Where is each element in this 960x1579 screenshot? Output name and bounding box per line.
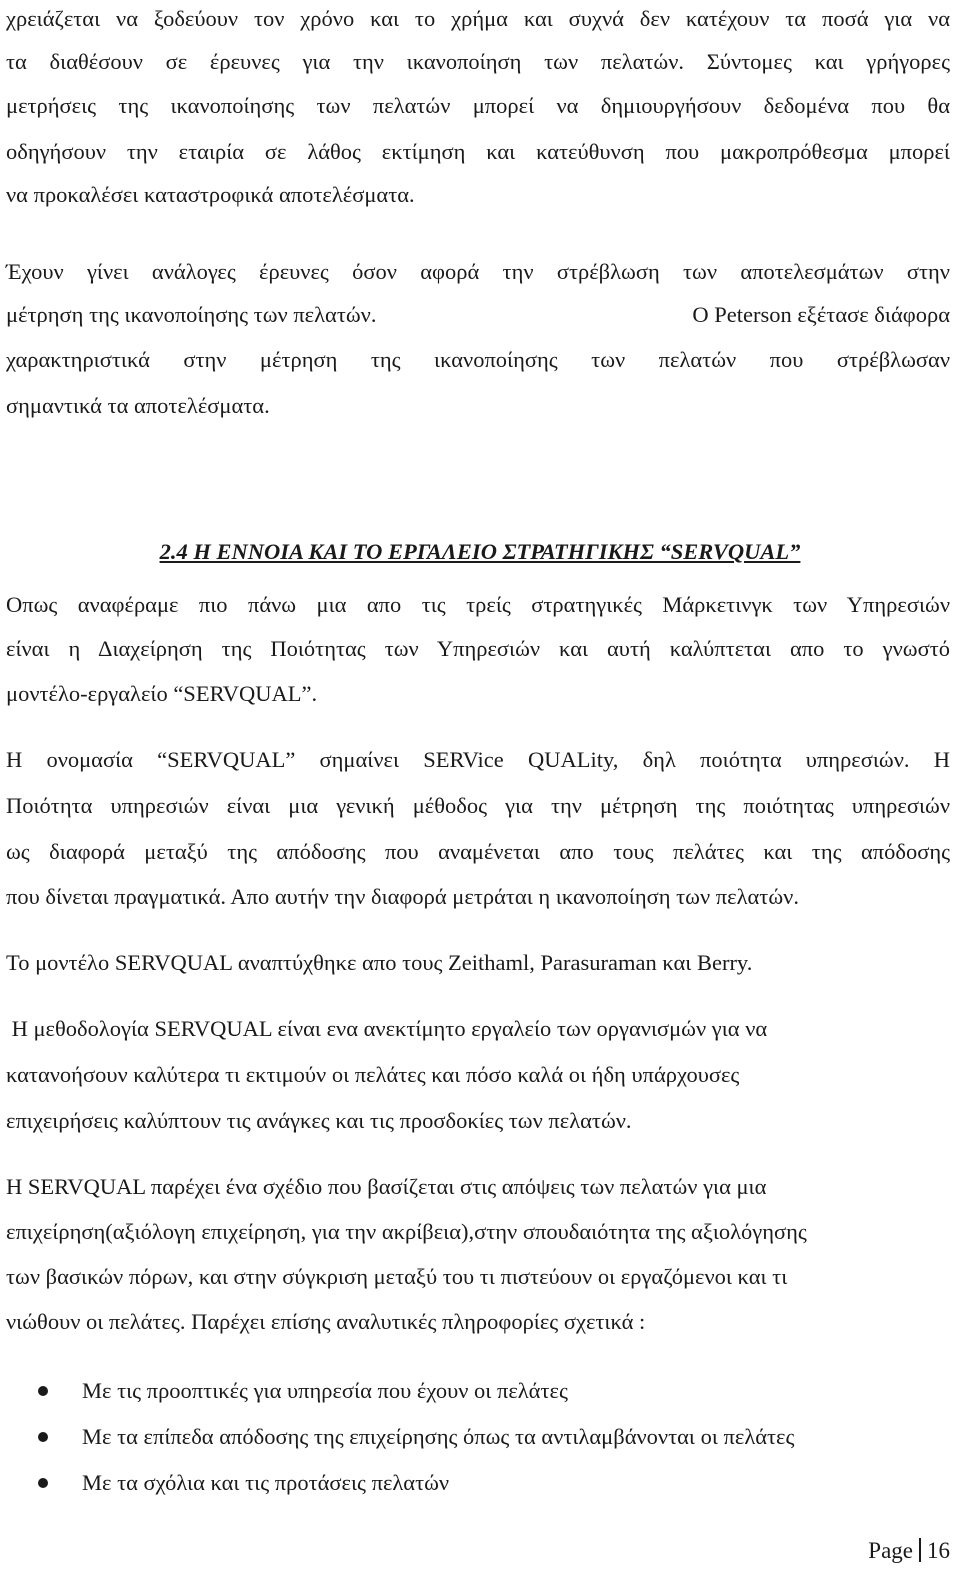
paragraph-4-line-2: Ποιότητα υπηρεσιών είναι μια γενική μέθοδος για την μέτρηση της ποιότητας υπηρεσιών	[6, 793, 950, 818]
paragraph-4-line-4: που δίνεται πραγματικά. Απο αυτήν την διαφορά μετράται η ικανοποίηση των πελατών.	[6, 884, 799, 909]
paragraph-1-line-4: οδηγήσουν την εταιρία σε λάθος εκτίμηση και κατεύθυνση που μακροπρόθεσμα μπορεί	[6, 139, 950, 164]
bullet-item-text: Με τις προοπτικές για υπηρεσία που έχουν οι πελάτες	[82, 1378, 568, 1403]
paragraph-1-line-3: μετρήσεις της ικανοποίησης των πελατών μπορεί να δημιουργήσουν δεδομένα που θα	[6, 93, 950, 118]
paragraph-1-line-2: τα διαθέσουν σε έρευνες για την ικανοποίηση των πελατών. Σύντομες και γρήγορες	[6, 49, 950, 74]
bullet-item-text: Με τα επίπεδα απόδοσης της επιχείρησης όπως τα αντιλαμβάνονται οι πελάτες	[82, 1424, 795, 1449]
paragraph-6-line-2: κατανοήσουν καλύτερα τι εκτιμούν οι πελάτες και πόσο καλά οι ήδη υπάρχουσες	[6, 1062, 740, 1087]
paragraph-2-line-4: σημαντικά τα αποτελέσματα.	[6, 393, 270, 418]
page-number: 16	[927, 1538, 950, 1563]
paragraph-6-line-1: Η μεθοδολογία SERVQUAL είναι ενα ανεκτίμητο εργαλείο των οργανισμών για να	[6, 1016, 768, 1041]
paragraph-3-line-2: είναι η Διαχείρηση της Ποιότητας των Υπηρεσιών και αυτή καλύπτεται απο το γνωστό	[6, 636, 950, 661]
bullet-dot-icon	[38, 1432, 48, 1442]
paragraph-3-line-1: Οπως αναφέραμε πιο πάνω μια απο τις τρείς στρατηγικές Μάρκετινγκ των Υπηρεσιών	[6, 592, 950, 617]
page-footer	[868, 1536, 950, 1566]
paragraph-3-line-3: μοντέλο-εργαλείο “SERVQUAL”.	[6, 681, 318, 706]
paragraph-4-line-1: Η ονομασία “SERVQUAL” σημαίνει SERVice QUALity, δηλ ποιότητα υπηρεσιών. Η	[6, 747, 950, 772]
paragraph-1-line-1: χρειάζεται να ξοδεύουν τον χρόνο και το χρήμα και συχνά δεν κατέχουν τα ποσά για να	[6, 6, 950, 31]
paragraph-2-line-2a: μέτρηση της ικανοποίησης των πελατών.	[6, 302, 377, 327]
bullet-dot-icon	[38, 1478, 48, 1488]
paragraph-1-line-5: να προκαλέσει καταστροφικά αποτελέσματα.	[6, 182, 415, 207]
paragraph-4-line-3: ως διαφορά μεταξύ της απόδοσης που αναμένεται απο τους πελάτες και της απόδοσης	[6, 839, 950, 864]
page-label: Page	[868, 1538, 913, 1563]
paragraph-6-line-3: επιχειρήσεις καλύπτουν τις ανάγκες και τις προσδοκίες των πελατών.	[6, 1108, 632, 1133]
section-heading: 2.4 Η ΕΝΝΟΙΑ ΚΑΙ ΤΟ ΕΡΓΑΛΕΙΟ ΣΤΡΑΤΗΓΙΚΗΣ “SERVQUAL”	[159, 539, 801, 564]
bullet-dot-icon	[38, 1386, 48, 1396]
paragraph-2-line-3: χαρακτηριστικά στην μέτρηση της ικανοποίησης των πελατών που στρέβλωσαν	[6, 347, 950, 372]
paragraph-5: Το μοντέλο SERVQUAL αναπτύχθηκε απο τους Zeithaml, Parasuraman και Berry.	[6, 950, 753, 975]
paragraph-7-line-2: επιχείρηση(αξιόλογη επιχείρηση, για την ακρίβεια),στην σπουδαιότητα της αξιολόγησης	[6, 1219, 807, 1244]
paragraph-2-line-1: Έχουν γίνει ανάλογες έρευνες όσον αφορά την στρέβλωση των αποτελεσμάτων στην	[6, 259, 950, 284]
paragraph-2-line-2b: Ο Peterson εξέτασε διάφορα	[692, 302, 950, 327]
paragraph-7-line-4: νιώθουν οι πελάτες. Παρέχει επίσης αναλυτικές πληροφορίες σχετικά :	[6, 1309, 646, 1334]
page-separator	[919, 1538, 921, 1562]
bullet-item-text: Με τα σχόλια και τις προτάσεις πελατών	[82, 1470, 450, 1495]
paragraph-7-line-1: Η SERVQUAL παρέχει ένα σχέδιο που βασίζεται στις απόψεις των πελατών για μια	[6, 1174, 767, 1199]
paragraph-7-line-3: των βασικών πόρων, και στην σύγκριση μεταξύ του τι πιστεύουν οι εργαζόμενοι και τι	[6, 1264, 788, 1289]
